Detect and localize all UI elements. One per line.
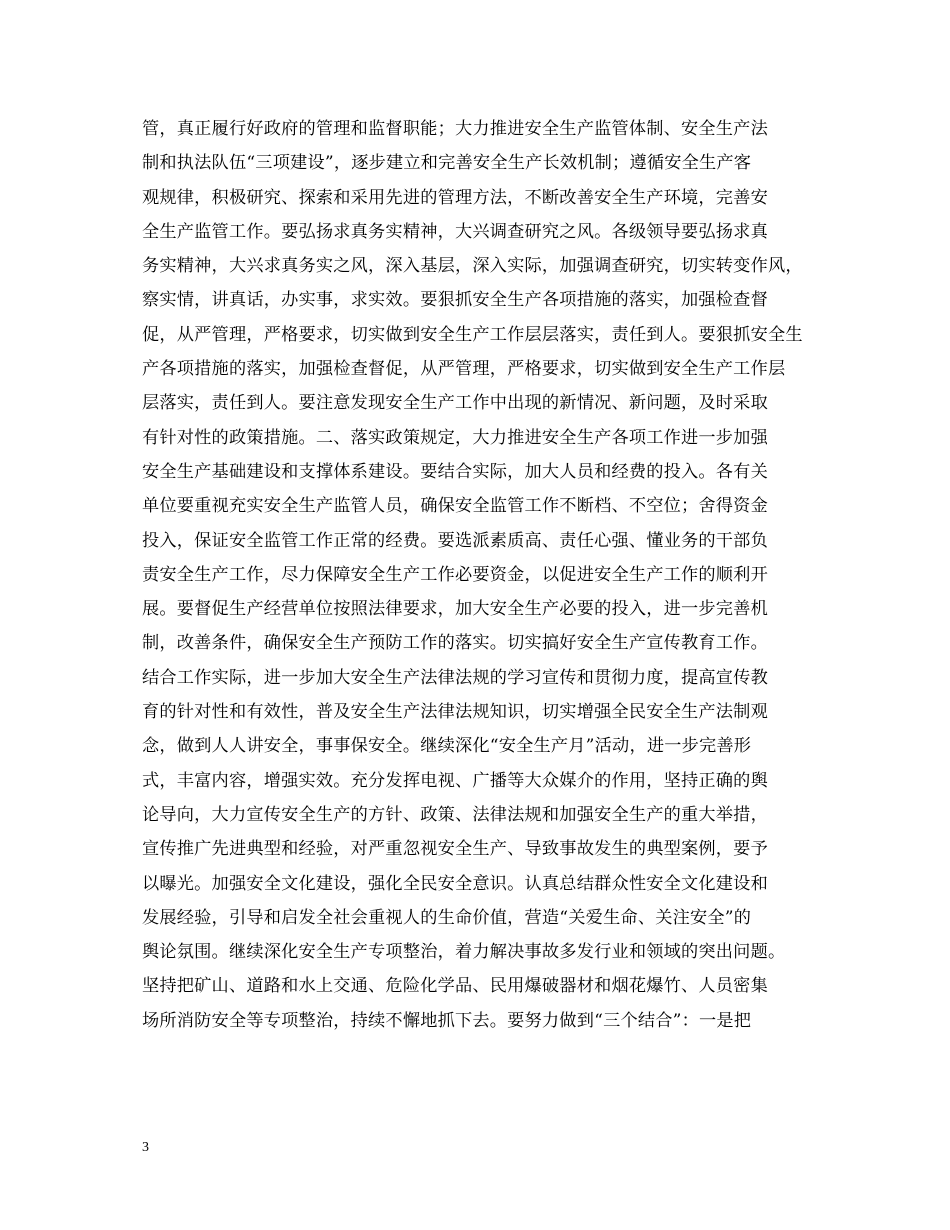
- body-paragraph: [142, 112, 832, 1038]
- text-line: 以曝光。加强安全文化建设，强化全民安全意识。认真总结群众性安全文化建设和: [142, 873, 768, 894]
- text-line: 发展经验，引导和启发全社会重视人的生命价值，营造“关爱生命、关注安全”的: [142, 907, 752, 928]
- text-line: 式，丰富内容，增强实效。充分发挥电视、广播等大众媒介的作用，坚持正确的舆: [142, 770, 768, 791]
- text-line: 有针对性的政策措施。二、落实政策规定，大力推进安全生产各项工作进一步加强: [142, 427, 768, 448]
- text-line: 坚持把矿山、道路和水上交通、危险化学品、民用爆破器材和烟花爆竹、人员密集: [142, 976, 768, 997]
- text-line: 观规律，积极研究、探索和采用先进的管理方法，不断改善安全生产环境，完善安: [142, 187, 768, 208]
- text-line: 察实情，讲真话，办实事，求实效。要狠抓安全生产各项措施的落实，加强检查督: [142, 290, 768, 311]
- text-line: 产各项措施的落实，加强检查督促，从严管理，严格要求，切实做到安全生产工作层: [142, 359, 786, 380]
- text-line: 宣传推广先进典型和经验，对严重忽视安全生产、导致事故发生的典型案例，要予: [142, 839, 768, 860]
- page-number: 3: [142, 1140, 149, 1155]
- text-line: 展。要督促生产经营单位按照法律要求，加大安全生产必要的投入，进一步完善机: [142, 599, 768, 620]
- text-line: 全生产监管工作。要弘扬求真务实精神，大兴调查研究之风。各级领导要弘扬求真: [142, 221, 768, 242]
- text-line: 管，真正履行好政府的管理和监督职能；大力推进安全生产监管体制、安全生产法: [142, 119, 768, 139]
- text-line: 舆论氛围。继续深化安全生产专项整治，着力解决事故多发行业和领域的突出问题。: [142, 942, 786, 963]
- text-line: 务实精神，大兴求真务实之风，深入基层，深入实际，加强调查研究，切实转变作风，: [142, 256, 803, 277]
- text-line: 投入，保证安全监管工作正常的经费。要选派素质高、责任心强、懂业务的干部负: [142, 530, 768, 551]
- text-line: 念，做到人人讲安全，事事保安全。继续深化“安全生产月”活动，进一步完善形: [142, 736, 752, 757]
- text-line: 制，改善条件，确保安全生产预防工作的落实。切实搞好安全生产宣传教育工作。: [142, 633, 768, 654]
- text-line: 层落实，责任到人。要注意发现安全生产工作中出现的新情况、新问题，及时采取: [142, 393, 768, 414]
- text-line: 结合工作实际，进一步加大安全生产法律法规的学习宣传和贯彻力度，提高宣传教: [142, 667, 768, 688]
- text-line: 责安全生产工作，尽力保障安全生产工作必要资金，以促进安全生产工作的顺利开: [142, 564, 768, 585]
- text-line: 育的针对性和有效性，普及安全生产法律法规知识，切实增强全民安全生产法制观: [142, 702, 768, 723]
- text-line: 场所消防安全等专项整治，持续不懈地抓下去。要努力做到“三个结合”：一是把: [142, 1010, 752, 1031]
- text-line: 论导向，大力宣传安全生产的方针、政策、法律法规和加强安全生产的重大举措，: [142, 804, 768, 825]
- text-line: 制和执法队伍“三项建设”，逐步建立和完善安全生产长效机制；遵循安全生产客: [142, 153, 752, 174]
- text-line: 单位要重视充实安全生产监管人员，确保安全监管工作不断档、不空位；舍得资金: [142, 496, 768, 517]
- text-line: 安全生产基础建设和支撑体系建设。要结合实际，加大人员和经费的投入。各有关: [142, 461, 768, 482]
- text-line: 促，从严管理，严格要求，切实做到安全生产工作层层落实，责任到人。要狠抓安全生: [142, 324, 803, 345]
